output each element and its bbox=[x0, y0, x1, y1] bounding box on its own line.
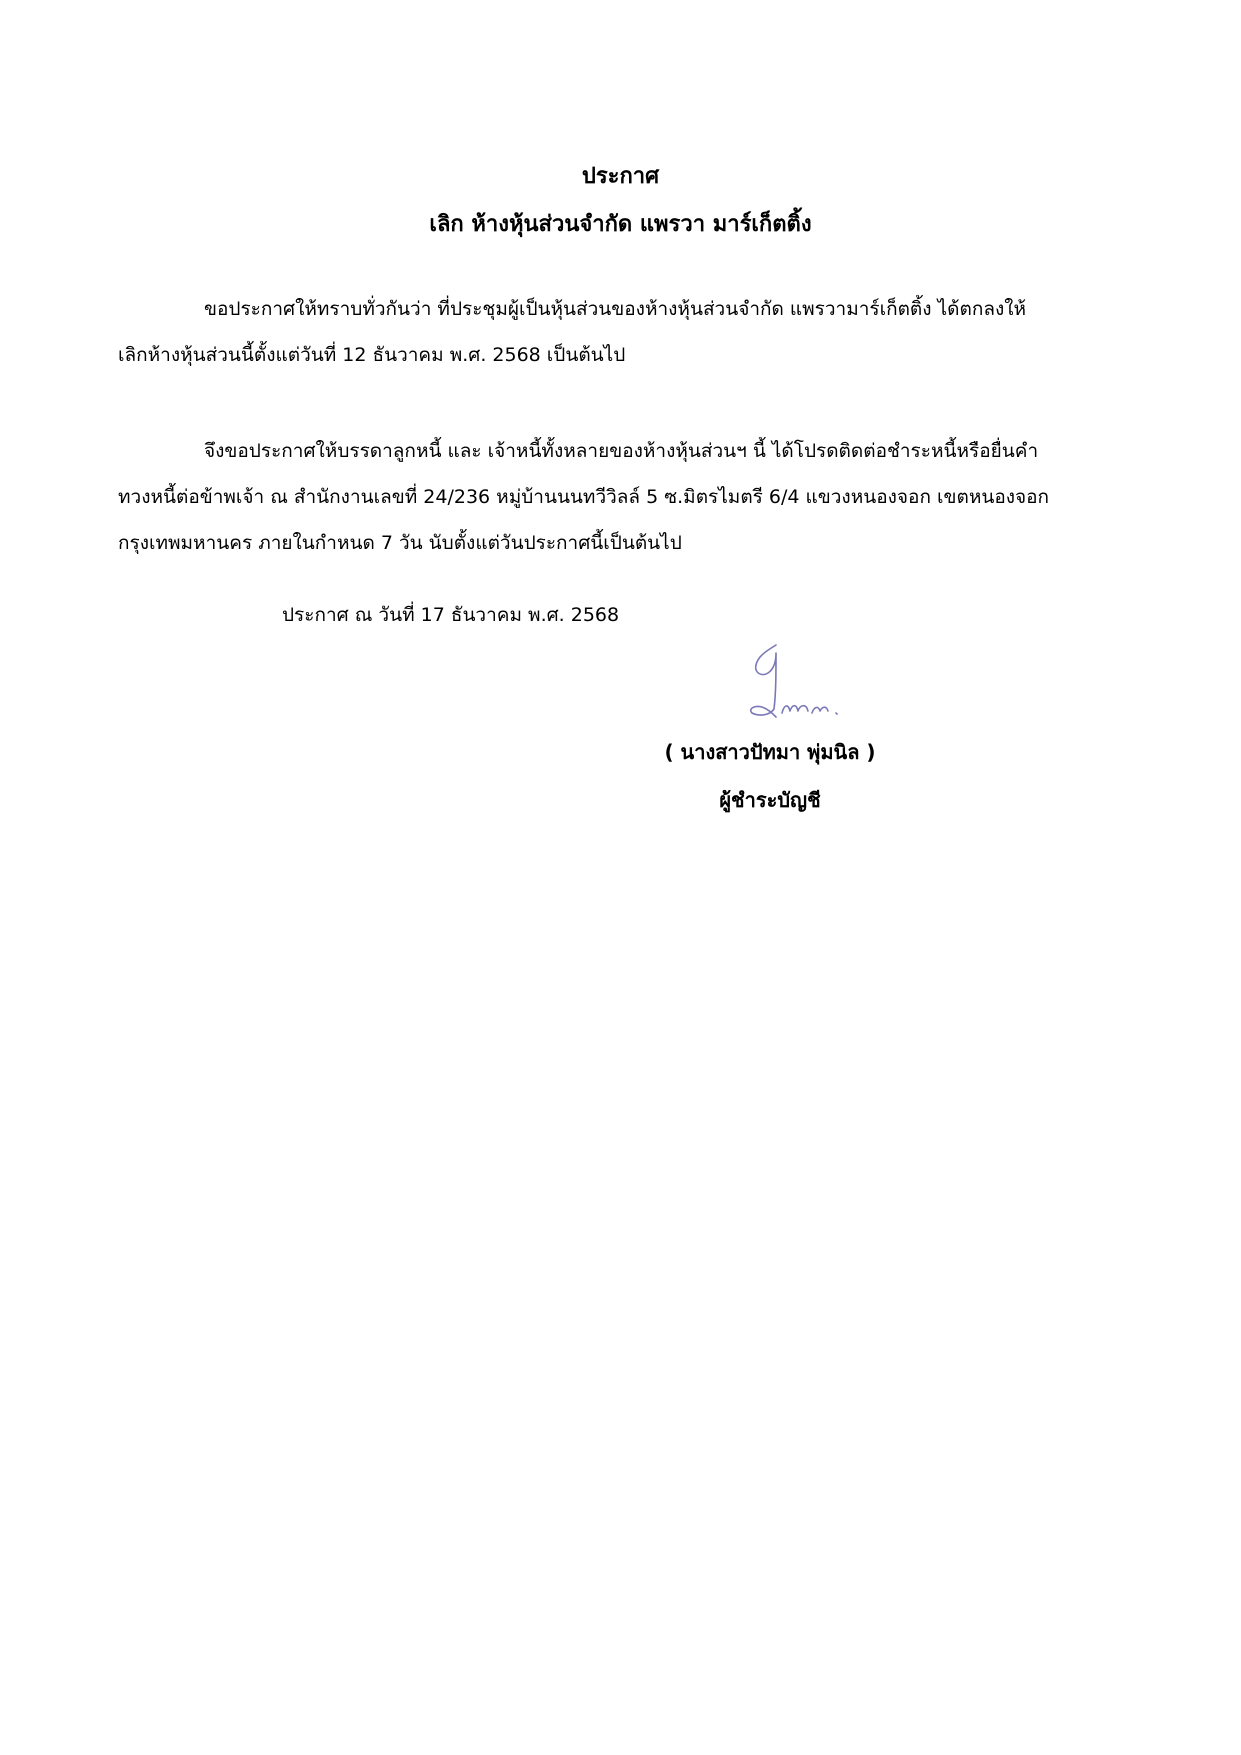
paragraph-line: จึงขอประกาศให้บรรดาลูกหนี้ และ เจ้าหนี้ทั้งหลายของห้างหุ้นส่วนฯ นี้ ได้โปรดติดต่อชำระหนี้หรือยื่นคำ bbox=[204, 440, 1039, 462]
paragraph-line: กรุงเทพมหานคร ภายในกำหนด 7 วัน นับตั้งแต่วันประกาศนี้เป็นต้นไป bbox=[118, 532, 682, 554]
paragraph-dissolution bbox=[118, 286, 1128, 378]
signatory-name: ( นางสาวปัทมา พุ่มนิล ) bbox=[664, 740, 876, 764]
paragraph-creditors bbox=[118, 428, 1128, 566]
signatory-role: ผู้ชำระบัญชี bbox=[719, 788, 821, 812]
paragraph-line: ทวงหนี้ต่อข้าพเจ้า ณ สำนักงานเลขที่ 24/236 หมู่บ้านนนทวีวิลล์ 5 ซ.มิตรไมตรี 6/4 แขวงหนองจอก เขตหนองจอก bbox=[118, 486, 1050, 508]
paragraph-line: เลิกห้างหุ้นส่วนนี้ตั้งแต่วันที่ 12 ธันวาคม พ.ศ. 2568 เป็นต้นไป bbox=[118, 344, 626, 366]
document-subheading: เลิก ห้างหุ้นส่วนจำกัด แพรวา มาร์เก็ตติ้ง bbox=[429, 212, 812, 237]
handwritten-signature bbox=[736, 643, 856, 729]
paragraph-line: ขอประกาศให้ทราบทั่วกันว่า ที่ประชุมผู้เป็นหุ้นส่วนของห้างหุ้นส่วนจำกัด แพรวามาร์เก็ตติ้ง ได้ตกลงให้ bbox=[204, 298, 1027, 320]
document-heading: ประกาศ bbox=[581, 164, 660, 189]
announcement-date: ประกาศ ณ วันที่ 17 ธันวาคม พ.ศ. 2568 bbox=[282, 604, 620, 626]
